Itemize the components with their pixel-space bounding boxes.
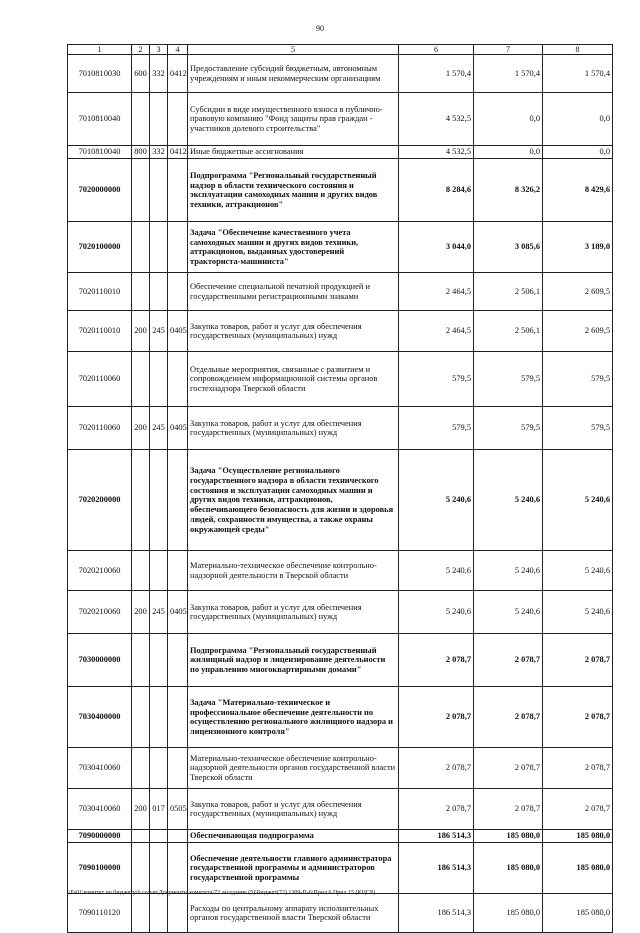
row-value-8: 185 080,0 [543,843,613,894]
row-value-7: 3 085,6 [474,222,543,273]
row-value-6: 186 514,3 [399,843,474,894]
table-row [68,748,613,789]
row-col-2: 200 [132,311,150,352]
row-col-4 [168,748,188,789]
row-value-8: 5 240,6 [543,450,613,551]
row-col-2: 600 [132,55,150,93]
table-row [68,159,613,222]
row-col-2 [132,687,150,748]
row-col-3: 332 [150,55,168,93]
row-name: Задача "Обеспечение качественного учета самоходных машин и других видов техники, аттракционов, выданных удостоверений тракториста-машиниста" [188,222,399,273]
row-name: Задача "Осуществление регионального государственного надзора в области технического состояния и эксплуатации самоходных машин и других видов техники, аттракционов, обеспечивающего безопасность для жизни и здоровья людей, сохранности имущества, а также охраны окружающей среды" [188,450,399,551]
row-name: Материально-техническое обеспечение контрольно-надзорной деятельности органов государственной власти Тверской области [188,748,399,789]
row-col-2: 800 [132,146,150,159]
row-value-6: 2 078,7 [399,789,474,830]
row-value-6: 4 532,5 [399,93,474,146]
col-header-1: 1 [68,45,132,55]
col-header-3: 3 [150,45,168,55]
row-col-2 [132,222,150,273]
row-col-4: 0412 [168,146,188,159]
row-code: 7030410060 [68,748,132,789]
table-row [68,634,613,687]
table-row [68,894,613,933]
row-col-3 [150,352,168,407]
row-code: 7020000000 [68,159,132,222]
budget-table [67,44,613,933]
row-col-3: 332 [150,146,168,159]
row-col-4 [168,352,188,407]
row-value-8: 185 080,0 [543,894,613,933]
row-value-7: 5 240,6 [474,591,543,634]
row-name: Задача "Материально-техническое и профессиональное обеспечение деятельности по осуществлению регионального жилищного надзора и лицензионного контроля" [188,687,399,748]
row-code: 7090000000 [68,830,132,843]
row-value-6: 2 464,5 [399,273,474,311]
row-col-4 [168,830,188,843]
row-value-6: 579,5 [399,352,474,407]
table-row [68,222,613,273]
row-value-6: 5 240,6 [399,551,474,591]
row-col-4: 0505 [168,789,188,830]
row-name: Субсидии в виде имущественного взноса в публично-правовую компанию "Фонд защиты прав граждан - участников долевого строительства" [188,93,399,146]
row-code: 7020110010 [68,273,132,311]
table-row [68,352,613,407]
row-name: Обеспечение специальной печатной продукцией и государственными регистрационными знаками [188,273,399,311]
row-col-2 [132,159,150,222]
table-row [68,450,613,551]
row-code: 7020210060 [68,591,132,634]
row-name: Расходы по центральному аппарату исполнительных органов государственной власти Тверской области [188,894,399,933]
row-col-4 [168,222,188,273]
table-row [68,830,613,843]
table-row [68,311,613,352]
row-code: 7020110060 [68,407,132,450]
row-value-7: 579,5 [474,407,543,450]
table-row [68,687,613,748]
table-header-row [68,45,613,55]
row-value-8: 2 078,7 [543,687,613,748]
row-value-7: 2 078,7 [474,789,543,830]
row-value-8: 579,5 [543,352,613,407]
row-value-7: 2 078,7 [474,634,543,687]
row-col-2 [132,450,150,551]
row-code: 7020200000 [68,450,132,551]
row-col-3 [150,222,168,273]
row-value-6: 2 464,5 [399,311,474,352]
row-col-3 [150,748,168,789]
row-value-7: 0,0 [474,146,543,159]
row-value-6: 8 284,6 [399,159,474,222]
row-col-4 [168,894,188,933]
row-value-8: 185 080,0 [543,830,613,843]
row-name: Закупка товаров, работ и услуг для обеспечения государственных (муниципальных) нужд [188,311,399,352]
table-row [68,55,613,93]
file-path-footer: \\Fs01\комитет по бюджету\6 созыв\Документы комитета\72 заседание (5)\Бюджет(72) 1309-П-6\Прил 6 Прил 15 (КЦСР) [67,890,376,896]
row-col-3 [150,830,168,843]
row-col-2: 200 [132,407,150,450]
col-header-4: 4 [168,45,188,55]
row-value-6: 579,5 [399,407,474,450]
table-row [68,551,613,591]
row-code: 7010810030 [68,55,132,93]
row-col-2 [132,634,150,687]
row-col-2 [132,748,150,789]
row-col-3 [150,93,168,146]
row-value-6: 5 240,6 [399,450,474,551]
row-value-8: 5 240,6 [543,591,613,634]
row-col-4 [168,634,188,687]
row-value-7: 185 080,0 [474,894,543,933]
row-value-8: 2 078,7 [543,634,613,687]
row-value-8: 2 078,7 [543,748,613,789]
row-value-7: 2 078,7 [474,748,543,789]
row-col-2 [132,93,150,146]
table-row [68,407,613,450]
row-value-6: 2 078,7 [399,634,474,687]
row-value-6: 186 514,3 [399,830,474,843]
row-col-3 [150,273,168,311]
row-value-8: 1 570,4 [543,55,613,93]
row-value-7: 2 506,1 [474,311,543,352]
row-value-8: 2 078,7 [543,789,613,830]
row-col-4: 0405 [168,591,188,634]
row-value-7: 1 570,4 [474,55,543,93]
row-value-6: 2 078,7 [399,687,474,748]
row-value-7: 185 080,0 [474,830,543,843]
row-code: 7020110060 [68,352,132,407]
row-col-4 [168,273,188,311]
row-value-8: 0,0 [543,93,613,146]
row-col-4 [168,159,188,222]
row-value-6: 186 514,3 [399,894,474,933]
row-col-4 [168,687,188,748]
row-col-4 [168,843,188,894]
row-value-8: 0,0 [543,146,613,159]
row-value-7: 579,5 [474,352,543,407]
row-col-3: 017 [150,789,168,830]
page-number: 90 [316,24,324,33]
row-value-6: 1 570,4 [399,55,474,93]
row-value-8: 2 609,5 [543,273,613,311]
row-name: Иные бюджетные ассигнования [188,146,399,159]
row-value-7: 8 326,2 [474,159,543,222]
col-header-7: 7 [474,45,543,55]
row-col-3: 245 [150,311,168,352]
row-value-7: 5 240,6 [474,450,543,551]
col-header-5: 5 [188,45,399,55]
row-col-4 [168,551,188,591]
row-value-6: 2 078,7 [399,748,474,789]
row-value-7: 0,0 [474,93,543,146]
row-col-2 [132,830,150,843]
row-col-3 [150,687,168,748]
row-value-8: 579,5 [543,407,613,450]
row-col-2: 200 [132,789,150,830]
row-value-8: 3 189,0 [543,222,613,273]
row-name: Закупка товаров, работ и услуг для обеспечения государственных (муниципальных) нужд [188,789,399,830]
row-code: 7010810040 [68,93,132,146]
table-row [68,789,613,830]
row-col-3: 245 [150,407,168,450]
row-col-4: 0405 [168,407,188,450]
row-value-6: 3 044,0 [399,222,474,273]
row-code: 7020210060 [68,551,132,591]
row-col-2: 200 [132,591,150,634]
row-value-7: 185 080,0 [474,843,543,894]
col-header-2: 2 [132,45,150,55]
row-value-7: 2 506,1 [474,273,543,311]
row-value-7: 2 078,7 [474,687,543,748]
row-value-6: 5 240,6 [399,591,474,634]
row-value-8: 8 429,6 [543,159,613,222]
row-name: Закупка товаров, работ и услуг для обеспечения государственных (муниципальных) нужд [188,591,399,634]
row-name: Обеспечение деятельности главного администратора государственной программы и администраторов государственной программы [188,843,399,894]
row-col-3 [150,634,168,687]
row-value-7: 5 240,6 [474,551,543,591]
row-col-3 [150,159,168,222]
row-col-4: 0412 [168,55,188,93]
row-value-6: 4 532,5 [399,146,474,159]
row-code: 7030000000 [68,634,132,687]
row-name: Подпрограмма "Региональный государственный жилищный надзор и лицензирование деятельности по управлению многоквартирными домами" [188,634,399,687]
row-code: 7030410060 [68,789,132,830]
row-value-8: 2 609,5 [543,311,613,352]
row-col-4 [168,93,188,146]
row-col-2 [132,894,150,933]
row-col-3 [150,551,168,591]
row-code: 7020100000 [68,222,132,273]
row-value-8: 5 240,6 [543,551,613,591]
table-body [68,55,613,933]
row-col-4: 0405 [168,311,188,352]
row-col-3 [150,450,168,551]
row-col-2 [132,352,150,407]
col-header-6: 6 [399,45,474,55]
table-row [68,843,613,894]
row-col-3 [150,894,168,933]
row-code: 7090100000 [68,843,132,894]
table-row [68,93,613,146]
row-name: Материально-техническое обеспечение контрольно-надзорной деятельности в Тверской области [188,551,399,591]
row-code: 7020110010 [68,311,132,352]
row-col-4 [168,450,188,551]
table-row [68,591,613,634]
col-header-8: 8 [543,45,613,55]
row-code: 7090110120 [68,894,132,933]
row-name: Предоставление субсидий бюджетным, автономным учреждениям и иным некоммерческим организациям [188,55,399,93]
row-col-2 [132,843,150,894]
row-col-3: 245 [150,591,168,634]
row-name: Обеспечивающая подпрограмма [188,830,399,843]
row-name: Отдельные мероприятия, связанные с развитием и сопровождением информационной системы органов гостехнадзора Тверской области [188,352,399,407]
table-row [68,273,613,311]
row-code: 7030400000 [68,687,132,748]
row-name: Подпрограмма "Региональный государственный надзор в области технического состояния и эксплуатации самоходных машин и других видов техники, аттракционов" [188,159,399,222]
row-col-2 [132,273,150,311]
row-col-3 [150,843,168,894]
table-row [68,146,613,159]
row-name: Закупка товаров, работ и услуг для обеспечения государственных (муниципальных) нужд [188,407,399,450]
row-code: 7010810040 [68,146,132,159]
row-col-2 [132,551,150,591]
